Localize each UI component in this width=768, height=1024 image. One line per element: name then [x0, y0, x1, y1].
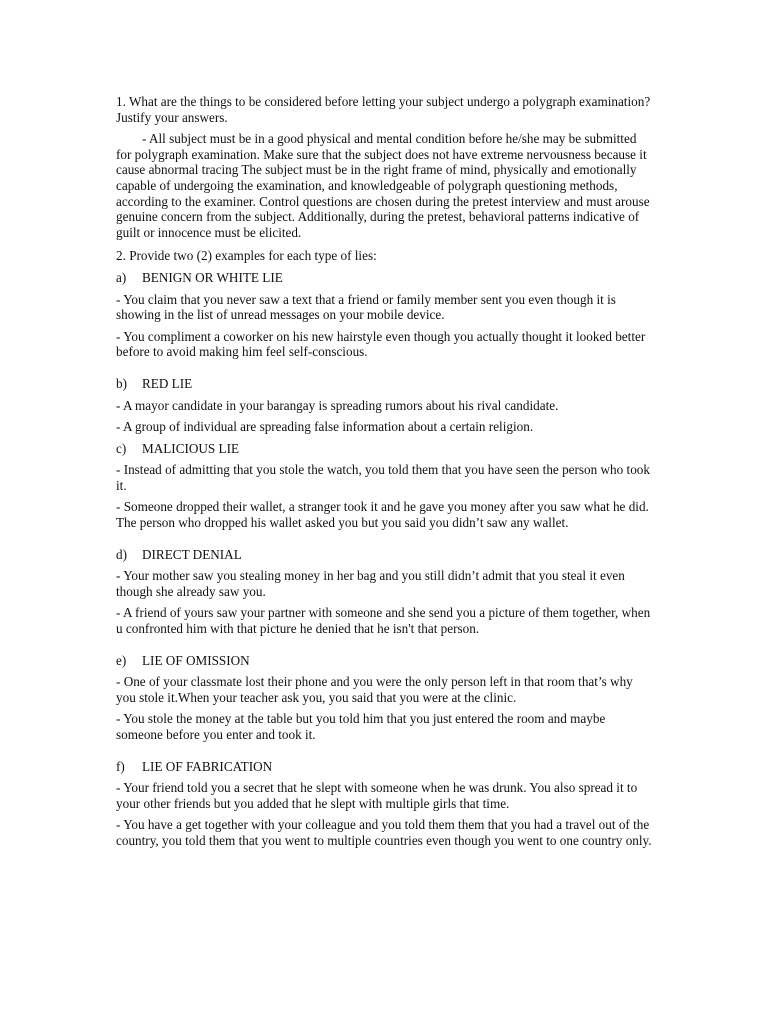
section-letter: e) — [116, 652, 127, 668]
section-letter: d) — [116, 546, 127, 562]
section-letter: b) — [116, 375, 127, 391]
section-heading — [116, 441, 654, 457]
example-item: - You stole the money at the table but you told him that you just entered the room and maybe someone before you enter and took it. — [116, 711, 606, 742]
section-red-lie — [116, 376, 654, 435]
section-heading — [116, 759, 654, 775]
section-malicious-lie — [116, 441, 654, 531]
answer-1: - All subject must be in a good physical and mental condition before he/she may be submitted for polygraph examination. Make sure that the subject does not have extreme nervousness because it cause abnormal tracing The subject must be in the right frame of mind, physically and emotionally capable of undergoing the examination, and knowledgeable of polygraph questioning methods, according to the examiner. Control questions are chosen during the pretest interview and must arouse genuine concern from the subject. Additionally, during the pretest, behavioral patterns indicative of guilt or innocence must be elicited. — [116, 131, 650, 240]
section-title: RED LIE — [142, 375, 193, 391]
example-item: - Instead of admitting that you stole the watch, you told them that you have seen the person who took it. — [116, 462, 650, 493]
section-title: MALICIOUS LIE — [142, 440, 240, 456]
section-letter: f) — [116, 758, 125, 774]
example-item: - A friend of yours saw your partner with someone and she send you a picture of them together, when u confronted him with that picture he denied that he isn't that person. — [116, 605, 651, 637]
example-item: - One of your classmate lost their phone and you were the only person left in that room that’s why you stole it.When your teacher ask you, you said that you were at the clinic. — [116, 674, 633, 705]
example-item: - You have a get together with your colleague and you told them them that you had a travel out of the country, you told them that you went to multiple countries even though you went to one country only. — [116, 817, 652, 848]
example-item: - Your mother saw you stealing money in her bag and you still didn’t admit that you steal it even though she already saw you. — [116, 568, 625, 599]
section-heading — [116, 547, 654, 563]
example-item: - You compliment a coworker on his new hairstyle even though you actually thought it looked better before to avoid making him feel self-conscious. — [116, 328, 646, 360]
section-letter: c) — [116, 440, 127, 456]
section-lie-of-omission — [116, 653, 654, 743]
section-letter: a) — [116, 269, 127, 285]
section-title: LIE OF FABRICATION — [142, 758, 273, 774]
section-direct-denial — [116, 547, 654, 637]
section-lie-of-fabrication — [116, 759, 654, 849]
section-heading — [116, 376, 654, 392]
example-item: - Someone dropped their wallet, a stranger took it and he gave you money after you saw what he did. The person who dropped his wallet asked you but you said you didn’t saw any wallet. — [116, 499, 649, 531]
section-title: LIE OF OMISSION — [142, 652, 250, 668]
question-1: 1. What are the things to be considered before letting your subject undergo a polygraph examination? Justify your answers. — [116, 94, 651, 125]
example-item: - A group of individual are spreading false information about a certain religion. — [116, 419, 534, 435]
section-heading — [116, 653, 654, 669]
example-item: - A mayor candidate in your barangay is spreading rumors about his rival candidate. — [116, 397, 559, 413]
section-title: BENIGN OR WHITE LIE — [142, 269, 283, 285]
section-benign-lie — [116, 270, 654, 360]
example-item: - You claim that you never saw a text that a friend or family member sent you even though it is showing in the list of unread messages on your mobile device. — [116, 291, 616, 323]
question-2: 2. Provide two (2) examples for each type of lies: — [116, 248, 377, 264]
section-title: DIRECT DENIAL — [142, 546, 242, 562]
example-item: - Your friend told you a secret that he slept with someone when he was drunk. You also spread it to your other friends but you added that he slept with multiple girls that time. — [116, 780, 638, 811]
section-heading — [116, 270, 654, 286]
